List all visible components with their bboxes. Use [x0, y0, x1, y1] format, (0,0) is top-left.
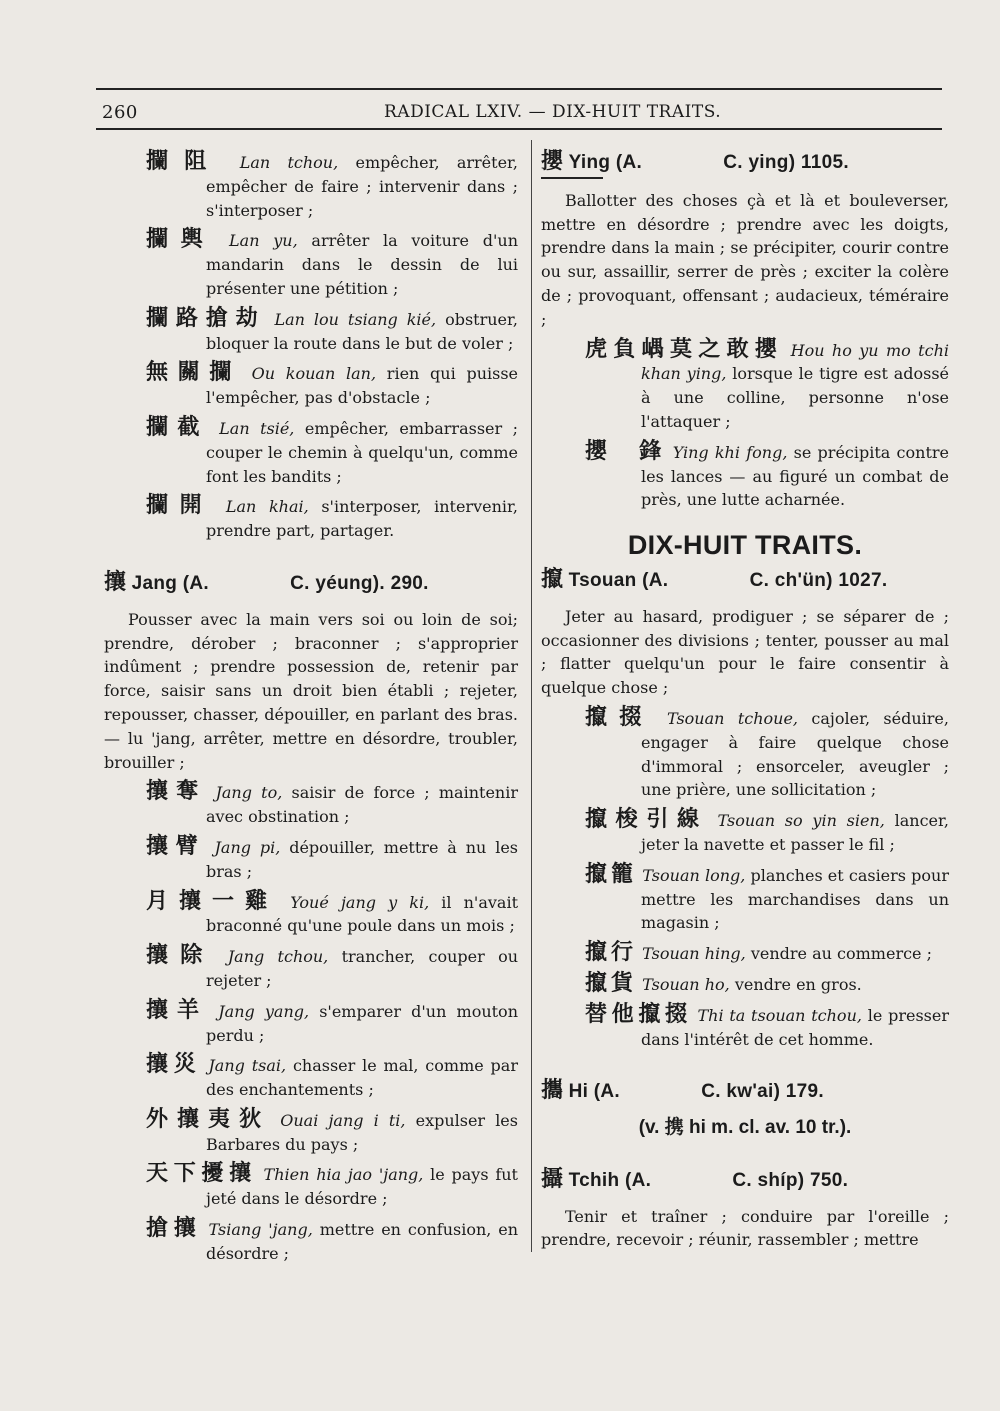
tchih-definition: Tenir et traîner ; conduire par l'oreille ; prendre, recevoir ; réunir, rassembler ; mettre	[541, 1206, 949, 1250]
dictionary-entry	[104, 835, 518, 884]
entry-definition: chasser le mal, comme par des enchantements ;	[206, 1056, 518, 1100]
dictionary-entry	[104, 999, 518, 1048]
dictionary-entry	[104, 1162, 518, 1211]
tchih-name: Tchih (A.	[568, 1169, 652, 1191]
dictionary-entry	[104, 944, 518, 993]
entry-romanization: Tsouan hing,	[642, 944, 746, 964]
dictionary-entry	[541, 338, 949, 434]
entry-chinese: 攛貨	[585, 970, 638, 996]
ying-underline	[541, 177, 603, 179]
entry-chinese: 攘臂	[146, 833, 206, 859]
ying-entries	[541, 338, 949, 513]
jang-char: 攘	[104, 569, 127, 595]
entry-chinese: 攔路搶劫	[146, 305, 266, 331]
entry-romanization: Tsouan ho,	[642, 974, 730, 994]
entry-chinese: 攛行	[585, 940, 638, 966]
entry-definition: dépouiller, mettre à nu les bras ;	[206, 837, 518, 881]
dictionary-entry	[541, 440, 949, 512]
entry-romanization: Ouai jang i ti,	[280, 1110, 406, 1130]
entry-definition: mettre en confusion, en désordre ;	[206, 1220, 518, 1263]
entry-definition: obstruer, bloquer la route dans le but de voler ;	[206, 309, 518, 353]
jang-definition: Pousser avec la main vers soi ou loin de soi; prendre, dérober ; braconner ; s'approprier indûment ; prendre possession de, retenir par force, saisir sans un droit bien établi ; rejeter, repousser, chasser, dépouiller, en parlant des bras. — lu 'jang, arrêter, mettre en désordre, troubler, brouiller ;	[104, 609, 518, 772]
entry-chinese: 替他攛掇	[585, 1001, 692, 1027]
entry-chinese: 虎負嵎莫之敢攖	[585, 336, 784, 362]
dictionary-entry	[104, 228, 518, 300]
entry-definition: saisir de force ; maintenir avec obstination ;	[206, 783, 518, 827]
entry-romanization: Youé jang y ki,	[290, 892, 430, 912]
dictionary-entry	[104, 494, 518, 543]
ying-headword	[541, 150, 949, 175]
running-title: RADICAL LXIV. — DIX-HUIT TRAITS.	[384, 102, 722, 122]
entry-chinese: 攛籠	[585, 861, 638, 887]
dictionary-entry	[104, 1217, 518, 1266]
entry-romanization: Tsouan tchoue,	[666, 708, 799, 728]
tchih-cantonese: C. shíp) 750.	[732, 1169, 849, 1191]
dictionary-entry	[104, 150, 518, 222]
entry-chinese: 攔截	[146, 414, 209, 440]
entry-romanization: Lan lou tsiang kié,	[274, 309, 437, 329]
entry-romanization: Jang tsai,	[208, 1056, 287, 1076]
jang-entries	[104, 780, 518, 1265]
entry-chinese: 攔開	[146, 493, 214, 519]
entry-romanization: Ying khi fong,	[672, 442, 788, 462]
entry-romanization: Thi ta tsouan tchou,	[697, 1005, 862, 1025]
page-number: 260	[102, 102, 138, 123]
dictionary-entry	[104, 890, 518, 939]
hi-char: 攜	[541, 1078, 564, 1104]
tsouan-headword	[541, 568, 949, 593]
entry-chinese: 攘除	[146, 943, 215, 969]
dictionary-entry	[104, 416, 518, 488]
entry-definition: expulser les Barbares du pays ;	[206, 1110, 518, 1154]
entry-chinese: 攛梭引線	[585, 807, 708, 833]
entry-definition: arrêter la voiture d'un mandarin dans le dessin de lui présenter une pétition ;	[206, 231, 518, 298]
dictionary-entry	[104, 780, 518, 829]
tsouan-char: 攛	[541, 566, 564, 592]
entry-romanization: Ou kouan lan,	[251, 364, 377, 384]
entry-definition: se précipita contre les lances — au figuré un combat de près, une lutte acharnée.	[641, 442, 949, 510]
entry-definition: lancer, jeter la navette et passer le fil ;	[641, 811, 949, 854]
dictionary-entry	[541, 972, 949, 997]
tsouan-definition: Jeter au hasard, prodiguer ; se séparer de ; occasionner des divisions ; tenter, pousser au mal ; flatter quelqu'un pour le faire consentir à quelque chose ;	[541, 606, 949, 698]
entry-definition: le presser dans l'intérêt de cet homme.	[641, 1005, 949, 1049]
entry-definition: empêcher, arrêter, empêcher de faire ; intervenir dans ; s'interposer ;	[206, 153, 519, 220]
jang-headword	[104, 571, 518, 596]
dictionary-entry	[541, 1003, 949, 1052]
hi-variant-note: (v. 携 hi m. cl. av. 10 tr.).	[638, 1117, 852, 1139]
entry-romanization: Lan khai,	[225, 497, 309, 517]
entry-definition: il n'avait braconné qu'une poule dans un mois ;	[206, 892, 518, 936]
entry-definition: trancher, couper ou rejeter ;	[206, 947, 519, 990]
dictionary-entry	[104, 361, 518, 410]
tsouan-cantonese: C. ch'ün) 1027.	[749, 569, 888, 591]
entry-chinese: 攘奪	[146, 779, 207, 805]
dictionary-entry	[541, 808, 949, 857]
ying-char: 攖	[541, 149, 564, 174]
entry-chinese: 攖 鋒	[585, 438, 667, 464]
page-header	[100, 98, 940, 128]
entry-romanization: Lan tchou,	[239, 153, 339, 172]
left-column	[104, 150, 518, 1272]
entry-definition: s'interposer, intervenir, prendre part, partager.	[206, 497, 518, 541]
entry-definition: cajoler, séduire, engager à faire quelque chose d'immoral ; ensorceler, aveugler ; une prière, une sollicitation ;	[641, 708, 949, 800]
entry-chinese: 攔阻	[146, 149, 223, 174]
dictionary-entry	[541, 706, 949, 802]
entry-definition: s'emparer d'un mouton perdu ;	[206, 1001, 518, 1045]
ying-cantonese: C. ying) 1105.	[723, 152, 849, 173]
hi-cantonese: C. kw'ai) 179.	[701, 1081, 824, 1103]
entry-romanization: Jang pi,	[214, 837, 281, 857]
entry-romanization: Tsouan long,	[642, 865, 746, 885]
right-column	[541, 150, 949, 1258]
dictionary-entry	[541, 941, 949, 966]
entry-romanization: Lan tsié,	[219, 418, 295, 438]
dictionary-entry	[541, 863, 949, 935]
tchih-headword	[541, 1168, 949, 1193]
entry-definition: rien qui puisse l'empêcher, pas d'obstacle ;	[206, 364, 519, 408]
section-title: DIX-HUIT TRAITS.	[627, 530, 863, 561]
entry-chinese: 天下擾攘	[146, 1161, 257, 1187]
dictionary-entry	[104, 307, 518, 356]
entry-chinese: 無關攔	[146, 360, 241, 386]
entry-romanization: Hou ho yu mo tchi khan ying,	[641, 340, 949, 384]
entry-romanization: Thien hia jao 'jang,	[263, 1165, 424, 1185]
entry-romanization: Jang yang,	[218, 1001, 310, 1021]
jang-cantonese: C. yéung). 290.	[290, 572, 429, 594]
entry-definition: empêcher, embarrasser ; couper le chemin à quelqu'un, comme font les bandits ;	[206, 418, 518, 486]
tsouan-entries	[541, 706, 949, 1051]
entry-chinese: 外攘夷狄	[146, 1106, 271, 1132]
entry-chinese: 攔輿	[146, 227, 216, 253]
entry-definition: vendre en gros.	[734, 974, 862, 994]
entry-definition: lorsque le tigre est adossé à une colline, personne n'ose l'attaquer ;	[641, 364, 949, 431]
entry-romanization: Lan yu,	[229, 231, 298, 251]
header-rule-top	[96, 88, 942, 90]
ying-name: Ying (A.	[568, 152, 643, 173]
lan-entries	[104, 150, 518, 543]
header-rule-bottom	[96, 128, 942, 130]
column-divider	[531, 140, 532, 1252]
entry-romanization: Tsouan so yin sien,	[717, 811, 885, 831]
entry-definition: planches et casiers pour mettre les marchandises dans un magasin ;	[641, 865, 949, 933]
dictionary-entry	[104, 1053, 518, 1102]
entry-chinese: 搶攘	[146, 1216, 202, 1242]
entry-definition: le pays fut jeté dans le désordre ;	[206, 1165, 518, 1209]
tsouan-name: Tsouan (A.	[568, 569, 669, 591]
entry-definition: vendre au commerce ;	[750, 944, 932, 964]
tchih-char: 攝	[541, 1166, 564, 1192]
dictionary-entry	[104, 1108, 518, 1157]
ying-definition: Ballotter des choses çà et là et bouleverser, mettre en désordre ; prendre avec les doigts, prendre dans la main ; se précipiter, courir contre ou sur, assaillir, serrer de près ; exciter la colère de ; provoquant, offensant ; audacieux, téméraire ;	[541, 190, 949, 329]
hi-name: Hi (A.	[568, 1081, 621, 1103]
entry-chinese: 月攘一雞	[146, 888, 279, 914]
entry-chinese: 攘羊	[146, 997, 209, 1023]
entry-chinese: 攛掇	[585, 704, 654, 730]
entry-chinese: 攘災	[146, 1052, 202, 1078]
jang-name: Jang (A.	[131, 572, 209, 594]
entry-romanization: Jang to,	[215, 783, 283, 803]
entry-romanization: Tsiang 'jang,	[208, 1220, 313, 1240]
entry-romanization: Jang tchou,	[227, 947, 329, 967]
hi-headword	[541, 1079, 949, 1104]
